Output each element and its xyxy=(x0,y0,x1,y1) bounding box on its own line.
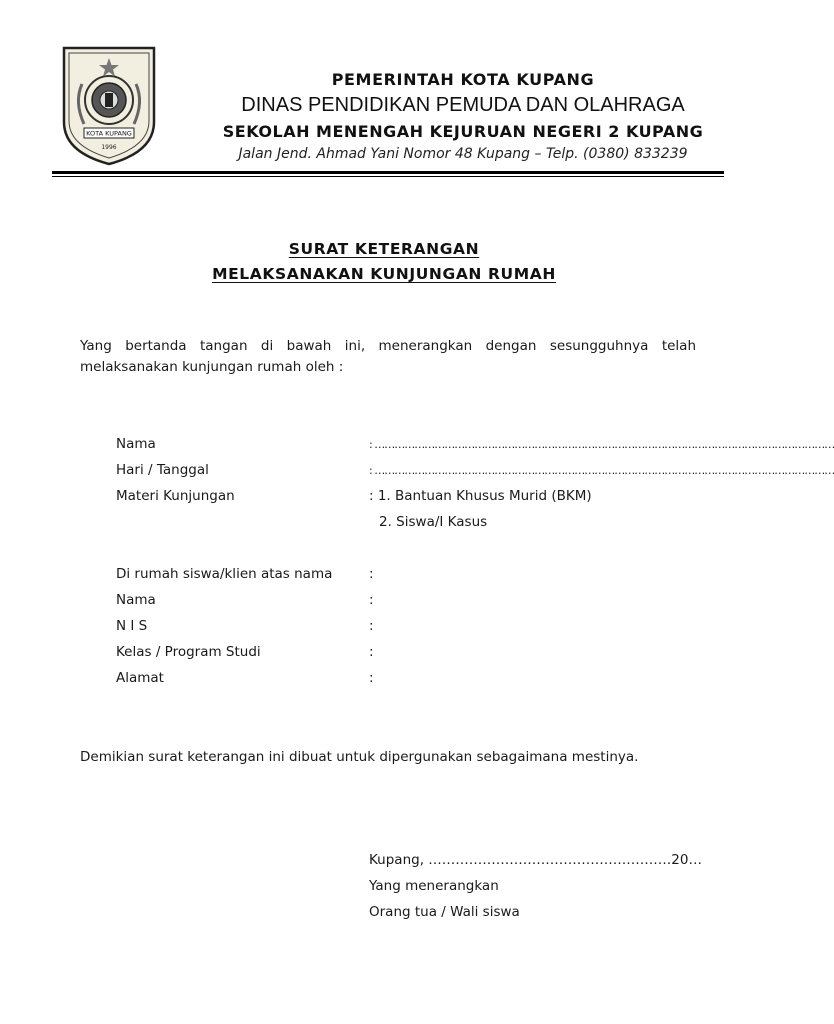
atas-nama-colon[interactable]: : xyxy=(369,566,374,582)
nama-label: Nama xyxy=(116,436,156,452)
logo-banner-text: KOTA KUPANG xyxy=(86,129,132,138)
intro-line-2: melaksanakan kunjungan rumah oleh : xyxy=(80,359,344,375)
school-name: SEKOLAH MENENGAH KEJURUAN NEGERI 2 KUPANG xyxy=(222,122,704,141)
kelas-label: Kelas / Program Studi xyxy=(116,644,261,660)
tanggal-value-field[interactable] xyxy=(369,462,834,478)
tanggal-dots: : ………………………………………………………………………………………………………………………… xyxy=(369,464,834,477)
document-title-text: SURAT KETERANGAN xyxy=(288,240,480,258)
intro-paragraph xyxy=(80,336,696,378)
nama-dots: : ………………………………………………………………………………………………………………………… xyxy=(369,438,834,451)
nama-value-field[interactable] xyxy=(369,436,834,452)
intro-line-1: Yang bertanda tangan di bawah ini, menerangkan dengan sesungguhnya telah xyxy=(80,338,696,354)
alamat-colon[interactable]: : xyxy=(369,670,374,686)
alamat-label: Alamat xyxy=(116,670,164,686)
materi-item-1: : 1. Bantuan Khusus Murid (BKM) xyxy=(369,488,592,504)
atas-nama-label: Di rumah siswa/klien atas nama xyxy=(116,566,333,582)
logo-year-text: 1996 xyxy=(101,144,117,151)
government-name: PEMERINTAH KOTA KUPANG xyxy=(331,70,595,89)
document-subtitle-text: MELAKSANAKAN KUNJUNGAN RUMAH xyxy=(212,265,556,283)
letterhead-rule-thin xyxy=(52,176,724,177)
signature-role: Yang menerangkan xyxy=(369,878,499,894)
document-title xyxy=(0,240,768,258)
nis-label: N I S xyxy=(116,618,148,634)
city-emblem-logo xyxy=(60,44,158,168)
nis-colon[interactable]: : xyxy=(369,618,374,634)
materi-label: Materi Kunjungan xyxy=(116,488,235,504)
place-date-field[interactable]: Kupang, ………………………………………………20… xyxy=(369,852,702,868)
closing-statement: Demikian surat keterangan ini dibuat untuk dipergunakan sebagaimana mestinya. xyxy=(80,749,639,765)
materi-item-2: 2. Siswa/I Kasus xyxy=(379,514,488,530)
tanggal-label: Hari / Tanggal xyxy=(116,462,209,478)
school-address: Jalan Jend. Ahmad Yani Nomor 48 Kupang – Telp. (0380) 833239 xyxy=(238,146,688,162)
department-name: DINAS PENDIDIKAN PEMUDA DAN OLAHRAGA xyxy=(241,94,685,116)
student-nama-label: Nama xyxy=(116,592,156,608)
student-nama-colon[interactable]: : xyxy=(369,592,374,608)
signature-signer: Orang tua / Wali siswa xyxy=(369,904,520,920)
document-subtitle xyxy=(0,265,768,283)
letterhead-rule-thick xyxy=(52,171,724,174)
kelas-colon[interactable]: : xyxy=(369,644,374,660)
